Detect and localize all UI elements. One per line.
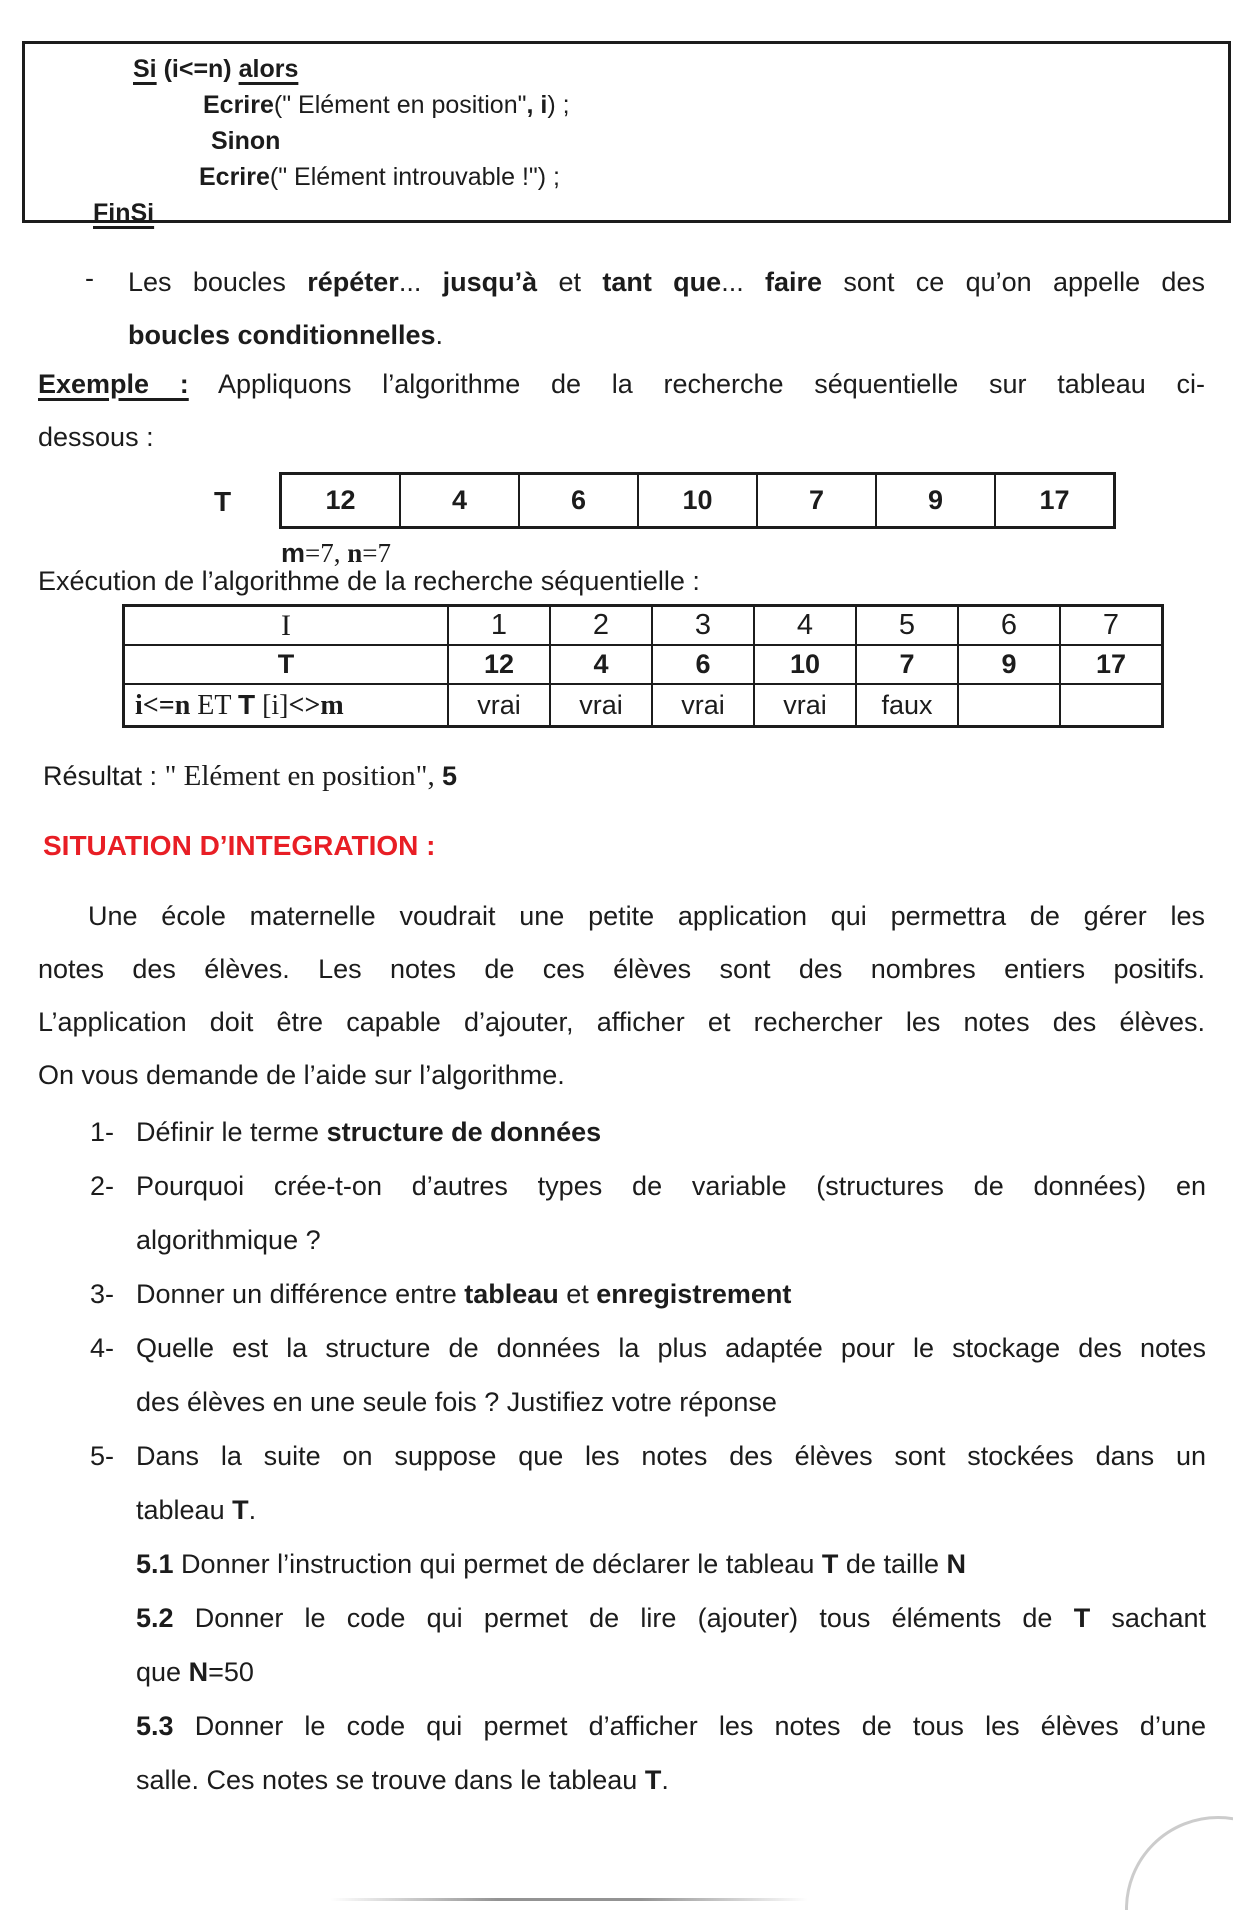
bullet-note-line1: Les boucles répéter... jusqu’à et tant que... faire sont ce qu’on appelle des bbox=[128, 267, 1205, 297]
array-cell: 10 bbox=[638, 474, 757, 528]
question-3 bbox=[90, 1267, 1206, 1321]
question-5-1-line1: 5.1 Donner l’instruction qui permet de déclarer le tableau T de taille N bbox=[136, 1549, 966, 1579]
code-line-finsi: FinSi bbox=[93, 199, 155, 227]
example-line1: Exemple : Appliquons l’algorithme de la recherche séquentielle sur tableau ci- bbox=[38, 369, 1205, 399]
trace-cell: vrai bbox=[448, 684, 550, 727]
intro-paragraph bbox=[38, 890, 1205, 1102]
trace-cell: 5 bbox=[856, 606, 958, 646]
page-curl-artifact bbox=[1125, 1816, 1233, 1910]
trace-cell: 4 bbox=[550, 645, 652, 684]
code-line-ecrire-introuvable: Ecrire(" Elément introuvable !") ; bbox=[199, 163, 560, 191]
trace-header-t: T bbox=[124, 645, 449, 684]
question-2-line1: Pourquoi crée-t-on d’autres types de variable (structures de données) en bbox=[136, 1171, 1206, 1201]
trace-cell: vrai bbox=[754, 684, 856, 727]
trace-cell: 7 bbox=[856, 645, 958, 684]
trace-cell: 6 bbox=[958, 606, 1060, 646]
bullet-dash: - bbox=[85, 263, 94, 293]
array-note-m-n: m=7, n=7 bbox=[281, 538, 392, 568]
array-cell: 7 bbox=[757, 474, 876, 528]
array-cell: 9 bbox=[876, 474, 995, 528]
array-cell: 6 bbox=[519, 474, 638, 528]
execution-trace-table bbox=[122, 604, 1164, 728]
question-number: 5- bbox=[90, 1441, 115, 1471]
trace-header-i: I bbox=[124, 606, 449, 646]
question-5-2-line1: 5.2 Donner le code qui permet de lire (ajouter) tous éléments de T sachant bbox=[136, 1603, 1206, 1633]
trace-row-condition bbox=[124, 684, 1163, 727]
array-label: T bbox=[214, 486, 232, 517]
question-number: 4- bbox=[90, 1333, 115, 1363]
example-heading bbox=[38, 358, 1205, 464]
code-line-sinon: Sinon bbox=[211, 127, 281, 155]
trace-cell bbox=[1060, 684, 1163, 727]
trace-cell: 9 bbox=[958, 645, 1060, 684]
trace-cell: vrai bbox=[550, 684, 652, 727]
question-5-2-line2: que N=50 bbox=[136, 1657, 254, 1687]
bullet-note bbox=[128, 256, 1205, 362]
array-cell: 17 bbox=[995, 474, 1115, 528]
result-line: Résultat : " Elément en position", 5 bbox=[43, 760, 457, 792]
question-4-line2: des élèves en une seule fois ? Justifiez votre réponse bbox=[136, 1387, 777, 1417]
question-5-3 bbox=[90, 1699, 1206, 1807]
question-5-2 bbox=[90, 1591, 1206, 1699]
question-4-line1: Quelle est la structure de données la plus adaptée pour le stockage des notes bbox=[136, 1333, 1206, 1363]
question-4 bbox=[90, 1321, 1206, 1429]
integration-heading: SITUATION D’INTEGRATION : bbox=[43, 830, 436, 861]
trace-cell: 17 bbox=[1060, 645, 1163, 684]
trace-cell: 2 bbox=[550, 606, 652, 646]
question-5-line1: Dans la suite on suppose que les notes des élèves sont stockées dans un bbox=[136, 1441, 1206, 1471]
trace-cell: vrai bbox=[652, 684, 754, 727]
intro-line3: L’application doit être capable d’ajouter, afficher et rechercher les notes des élèves. bbox=[38, 1007, 1205, 1037]
trace-cell: 3 bbox=[652, 606, 754, 646]
question-2-line2: algorithmique ? bbox=[136, 1225, 321, 1255]
question-5-3-line2: salle. Ces notes se trouve dans le tableau T. bbox=[136, 1765, 669, 1795]
question-5-3-line1: 5.3 Donner le code qui permet d’afficher les notes de tous les élèves d’une bbox=[136, 1711, 1206, 1741]
algorithm-code-box bbox=[22, 41, 1231, 227]
trace-header-condition: i<=n ET T [i]<>m bbox=[124, 684, 449, 727]
question-2 bbox=[90, 1159, 1206, 1267]
trace-cell: 4 bbox=[754, 606, 856, 646]
trace-cell: 10 bbox=[754, 645, 856, 684]
question-5-1 bbox=[90, 1537, 1206, 1591]
intro-line1: Une école maternelle voudrait une petite application qui permettra de gérer les bbox=[88, 901, 1205, 931]
code-line-ecrire-position: Ecrire(" Elément en position", i) ; bbox=[203, 91, 570, 119]
trace-cell bbox=[958, 684, 1060, 727]
trace-cell: faux bbox=[856, 684, 958, 727]
array-cell: 12 bbox=[281, 474, 401, 528]
array-table-row bbox=[281, 474, 1115, 528]
intro-line2: notes des élèves. Les notes de ces élèves sont des nombres entiers positifs. bbox=[38, 954, 1205, 984]
code-line-si: Si (i<=n) alors bbox=[133, 55, 299, 83]
question-3-line1: Donner un différence entre tableau et enregistrement bbox=[136, 1279, 792, 1309]
questions-list bbox=[90, 1105, 1206, 1807]
question-1 bbox=[90, 1105, 1206, 1159]
question-5-line2: tableau T. bbox=[136, 1495, 257, 1525]
question-1-line1: Définir le terme structure de données bbox=[136, 1117, 602, 1147]
question-number: 1- bbox=[90, 1117, 115, 1147]
bullet-note-line2: boucles conditionnelles. bbox=[128, 320, 444, 350]
trace-row-index bbox=[124, 606, 1163, 646]
trace-cell: 6 bbox=[652, 645, 754, 684]
question-5 bbox=[90, 1429, 1206, 1537]
trace-cell: 12 bbox=[448, 645, 550, 684]
array-cell: 4 bbox=[400, 474, 519, 528]
trace-cell: 1 bbox=[448, 606, 550, 646]
trace-row-values bbox=[124, 645, 1163, 684]
example-line2: dessous : bbox=[38, 422, 154, 452]
question-number: 3- bbox=[90, 1279, 115, 1309]
intro-line4: On vous demande de l’aide sur l’algorithme. bbox=[38, 1060, 565, 1090]
question-number: 2- bbox=[90, 1171, 115, 1201]
trace-cell: 7 bbox=[1060, 606, 1163, 646]
scan-artifact-line bbox=[330, 1898, 808, 1901]
execution-caption: Exécution de l’algorithme de la recherche séquentielle : bbox=[38, 566, 700, 596]
array-table bbox=[279, 472, 1116, 529]
